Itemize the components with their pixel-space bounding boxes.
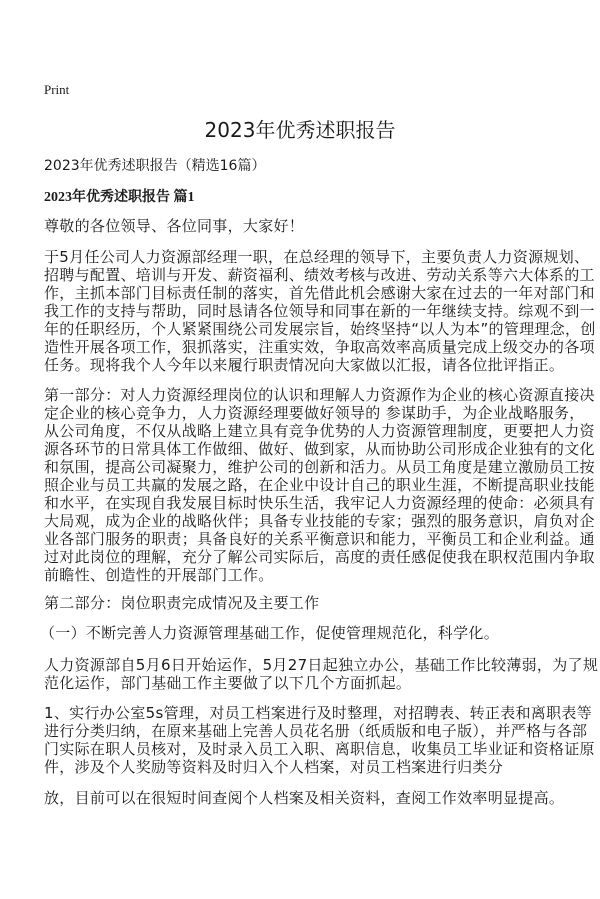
paragraph-item-one-continued (44, 789, 564, 807)
section-heading: 2023年优秀述职报告 篇1 (44, 190, 195, 205)
text-line: 和氛围，提高公司凝聚力，维护公司的创新和活力。从员工角度是建立激励员工按 (44, 458, 595, 476)
text-line: 定企业的核心竞争力，人力资源经理要做好领导的 参谋助手，为企业战略服务， (44, 404, 585, 422)
text-line: 于5月任公司人力资源部经理一职，在总经理的领导下，主要负责人力资源规划、 (44, 248, 590, 266)
paragraph-item-one (44, 704, 595, 776)
paragraph-hr-operations (44, 656, 598, 692)
text-line: 人力资源部自5月6日开始运作，5月27日起独立办公，基础工作比较薄弱，为了规 (44, 656, 599, 674)
text-line: 范化运作，部门基础工作主要做了以下几个方面抓起。 (44, 674, 412, 692)
text-line: 1、实行办公室5s管理，对员工档案进行及时整理，对招聘表、转正表和离职表等 (44, 704, 593, 722)
text-line: 放，目前可以在很短时间查阅个人档案及相关资料，查阅工作效率明显提高。 (44, 789, 565, 807)
paragraph-subsection-one (40, 624, 499, 642)
paragraph-part-two-heading (44, 594, 319, 612)
text-line: 造性开展各项工作，狠抓落实，注重实效，争取高效率高质量完成上级交办的各项 (44, 338, 595, 356)
text-line: 门实际在职人员核对，及时录入员工入职、离职信息，收集员工毕业证和资格证原 (44, 740, 595, 758)
text-line: 业各部门服务的职责；具备良好的关系平衡意识和能力，平衡员工和企业利益。通 (44, 530, 595, 548)
text-line: 作，主抓本部门目标责任制的落实，首先借此机会感谢大家在过去的一年对部门和 (44, 284, 595, 302)
text-line: 大局观，成为企业的战略伙伴；具备专业技能的专家；强烈的服务意识，肩负对企 (44, 512, 595, 530)
document-subtitle: 2023年优秀述职报告（精选16篇） (44, 158, 266, 174)
paragraph-intro (44, 248, 596, 374)
text-line: 件，涉及个人奖励等资料及时归入个人档案，对员工档案进行归类分 (44, 758, 504, 776)
text-line: 源各环节的日常具体工作做细、做好、做到家，从而协助公司形成企业独有的文化 (44, 440, 595, 458)
text-line: 年的任职经历，个人紧紧围绕公司发展宗旨，始终坚持“以人为本”的管理理念，创 (44, 320, 596, 338)
text-line: （一）不断完善人力资源管理基础工作，促使管理规范化，科学化。 (40, 624, 500, 642)
text-line: 第二部分：岗位职责完成情况及主要工作 (44, 594, 320, 612)
print-link[interactable]: Print (44, 82, 70, 97)
text-line: 过对此岗位的理解，充分了解公司实际后，高度的责任感促使我在职权范围内争取 (44, 548, 595, 566)
paragraph-part-one (44, 386, 595, 584)
greeting: 尊敬的各位领导、各位同事，大家好！ (44, 217, 305, 235)
text-line: 招聘与配置、培训与开发、薪资福利、绩效考核与改进、劳动关系等六大体系的工 (44, 266, 595, 284)
text-line: 第一部分：对人力资源经理岗位的认识和理解人力资源作为企业的核心资源直接决 (44, 386, 595, 404)
text-line: 和水平，在实现自我发展目标时快乐生活，我牢记人力资源经理的使命：必须具有 (44, 494, 595, 512)
text-line: 任务。现将我个人今年以来履行职责情况向大家做以汇报，请各位批评指正。 (44, 356, 565, 374)
text-line: 前瞻性、创造性的开展部门工作。 (44, 566, 274, 584)
text-line: 从公司角度，不仅从战略上建立具有竞争优势的人力资源管理制度，更要把人力资 (44, 422, 595, 440)
text-line: 照企业与员工共赢的发展之路，在企业中设计自己的职业生涯，不断提高职业技能 (44, 476, 595, 494)
text-line: 进行分类归纳，在原来基础上完善人员花名册（纸质版和电子版），并严格与各部 (44, 722, 588, 740)
text-line: 我工作的支持与帮助，同时恳请各位领导和同事在新的一年继续支持。综观不到一 (44, 302, 595, 320)
page-title: 2023年优秀述职报告 (204, 118, 396, 142)
